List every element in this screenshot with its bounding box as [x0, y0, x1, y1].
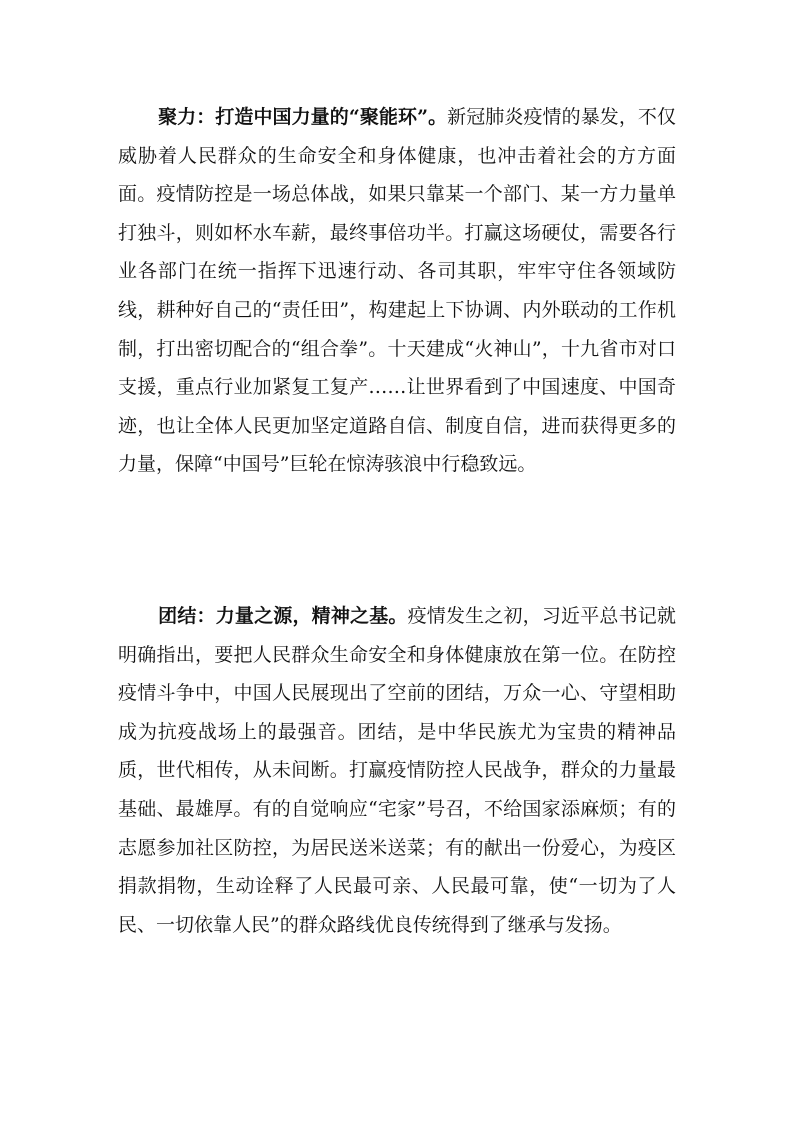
paragraph-lead: 团结：力量之源，精神之基。 — [158, 605, 408, 627]
paragraph-body: 疫情发生之初，习近平总书记就明确指出，要把人民群众生命安全和身体健康放在第一位。在防控疫情斗争中，中国人民展现出了空前的团结，万众一心、守望相助成为抗疫战场上的最强音。团结，是中华民族尤为宝贵的精神品质，世代相传，从未间断。打赢疫情防控人民战争，群众的力量最基础、最雄厚。有的自觉响应“宅家”号召，不给国家添麻烦；有的志愿参加社区防控，为居民送米送菜；有的献出一份爱心，为疫区捐款捐物，生动诠释了人民最可亲、人民最可靠，使“一切为了人民、一切依靠人民”的群众路线优良传统得到了继承与发扬。 — [118, 605, 676, 936]
paragraph-body: 新冠肺炎疫情的暴发，不仅威胁着人民群众的生命安全和身体健康，也冲击着社会的方方面面。疫情防控是一场总体战，如果只靠某一个部门、某一方力量单打独斗，则如杯水车薪，最终事倍功半。打赢这场硬仗，需要各行业各部门在统一指挥下迅速行动、各司其职，牢牢守住各领域防线，耕种好自己的“责任田”，构建起上下协调、内外联动的工作机制，打出密切配合的“组合拳”。十天建成“火神山”，十九省市对口支援，重点行业加紧复工复产……让世界看到了中国速度、中国奇迹，也让全体人民更加坚定道路自信、制度自信，进而获得更多的力量，保障“中国号”巨轮在惊涛骇浪中行稳致远。 — [118, 106, 676, 476]
paragraph-lead: 聚力：打造中国力量的“聚能环”。 — [158, 106, 448, 128]
paragraph-tuanjie — [118, 597, 676, 944]
paragraph-juli — [118, 98, 676, 484]
